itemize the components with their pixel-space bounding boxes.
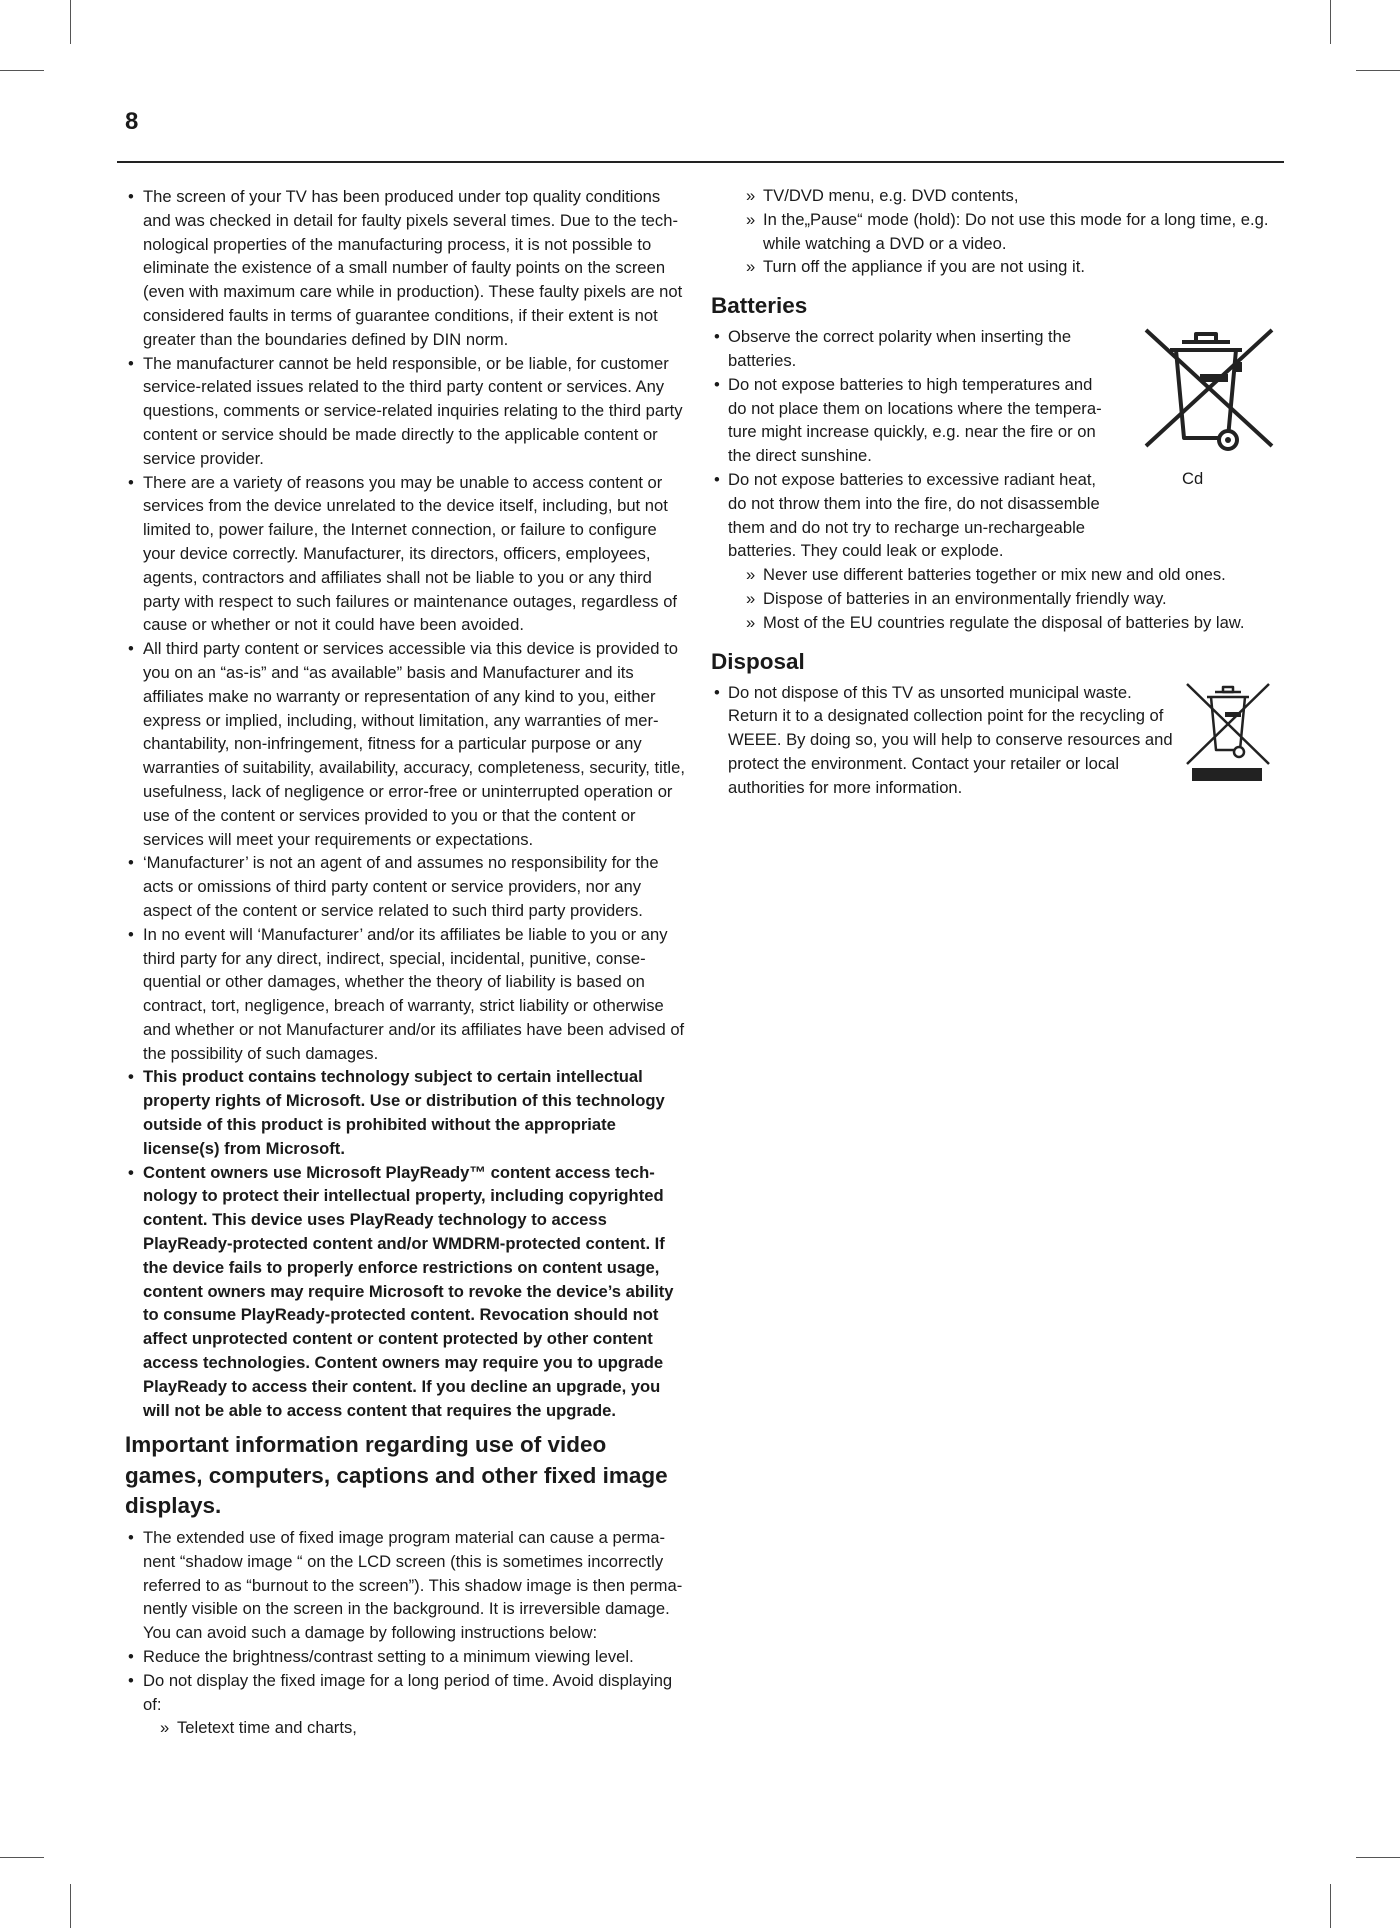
fixed-image-sublist-continued: [711, 184, 1276, 279]
crossed-out-wheelie-bin-icon: [1138, 328, 1276, 470]
header-rule: [117, 161, 1284, 163]
list-item: • All third party content or services accessible via this device is provided to you on an “as-is” and “as available” basis and Manufacturer and its affiliates make no warranty or representation of any kind to you, either express or implied, including, without limitation, any warranties of merchantability, non-infringement, fitness for a particular purpose or any warranties of suitability, availability, accuracy, completeness, security, title, usefulness, lack of negligence or error-free or uninterrupted operation or use of the content or services provided to you or that the content or services will meet your requirements or expectations.: [125, 637, 685, 851]
list-item: • Reduce the brightness/contrast setting to a minimum viewing level.: [125, 1645, 685, 1669]
list-item: • The screen of your TV has been produced under top quality conditions and was checked in detail for faulty pixels several times. Due to the technological properties of the manufacturing process, it is not possible to eliminate the existence of a small number of faulty points on the screen (even with maximum care while in production). These faulty pixels are not considered faults in terms of guarantee conditions, if their extent is not greater than the boundaries defined by DIN norm.: [125, 185, 685, 352]
sub-list-item: » Dispose of batteries in an environmentally friendly way.: [711, 587, 1276, 611]
page-number: 8: [125, 108, 139, 135]
list-item: • This product contains technology subject to certain intellectual property rights of Microsoft. Use or distribution of this technology outside of this product is prohibited without the appropriate license(s) from Microsoft.: [125, 1065, 685, 1160]
list-item: • ‘Manufacturer’ is not an agent of and assumes no responsibility for the acts or omissions of third party content or service providers, nor any aspect of the content or service related to such third party providers.: [125, 851, 685, 922]
list-item: • There are a variety of reasons you may be unable to access content or services from the device unrelated to the device itself, including, but not limited to, power failure, the Internet connection, or failure to configure your device correctly. Manufacturer, its directors, officers, employees, agents, contractors and affiliates shall not be liable to you or any third party with respect to such failures or maintenance outages, regardless of cause or whether or not it could have been avoided.: [125, 471, 685, 638]
list-item: • In no event will ‘Manufacturer’ and/or its affiliates be liable to you or any third party for any direct, indirect, special, incidental, punitive, consequential or other damages, whether the theory of liability is based on contract, tort, negligence, breach of warranty, strict liability or otherwise and whether or not Manufacturer and/or its affiliates have been advised of the possibility of such damages.: [125, 923, 685, 1066]
sub-list-item: » Never use different batteries together or mix new and old ones.: [711, 563, 1276, 587]
sub-list-item: » Teletext time and charts,: [125, 1716, 685, 1740]
list-item: • Do not expose batteries to high temperatures and do not place them on locations where the temperature might increase quickly, e.g. near the fire or on the direct sunshine.: [711, 373, 1113, 468]
batteries-sublist: [711, 563, 1276, 634]
sub-list-item: » Most of the EU countries regulate the disposal of batteries by law.: [711, 611, 1276, 635]
list-item: • The extended use of fixed image program material can cause a permanent “shadow image “ on the LCD screen (this is sometimes incorrectly referred to as “burnout to the screen”). This shadow image is then permanently visible on the screen in the background. It is irreversible damage. You can avoid such a damage by following instructions below:: [125, 1526, 685, 1645]
list-item: • Do not expose batteries to excessive radiant heat, do not throw them into the fire, do not disassemble them and do not try to recharge un-rechargeable batteries. They could leak or explode.: [711, 468, 1118, 563]
section-heading-disposal: Disposal: [711, 648, 805, 674]
section-heading-fixed-image: Important information regarding use of video games, computers, captions and other fixed image displays.: [125, 1432, 668, 1519]
section-heading-batteries: Batteries: [711, 293, 808, 319]
left-column: [125, 185, 685, 1740]
fixed-image-sublist: [125, 1716, 685, 1740]
list-item: • Observe the correct polarity when inserting the batteries.: [711, 325, 1113, 373]
fixed-image-list: [125, 1526, 685, 1716]
sub-list-item: » In the„Pause“ mode (hold): Do not use this mode for a long time, e.g. while watching a DVD or a video.: [711, 208, 1276, 256]
list-item: • Do not display the fixed image for a long period of time. Avoid displaying of:: [125, 1669, 685, 1717]
list-item: • Content owners use Microsoft PlayReady™ content access technology to protect their intellectual property, including copyrighted content. This device uses PlayReady technology to access PlayReady-protected content and/or WMDRM-protected content. If the device fails to properly enforce restrictions on content usage, content owners may require Microsoft to revoke the device’s ability to consume PlayReady-protected content. Revocation should not affect unprotected content or content protected by other content access technologies. Content owners may require you to upgrade PlayReady to access their content. If you decline an upgrade, you will not be able to access content that requires the upgrade.: [125, 1161, 685, 1423]
notice-list: [125, 185, 685, 1422]
sub-list-item: » TV/DVD menu, e.g. DVD contents,: [711, 184, 1276, 208]
cd-label: Cd: [1182, 469, 1204, 488]
list-item: • Do not dispose of this TV as unsorted municipal waste. Return it to a designated collection point for the recycling of WEEE. By doing so, you will help to conserve resources and protect the environment. Contact your retailer or local authorities for more information.: [711, 681, 1183, 800]
sub-list-item: » Turn off the appliance if you are not using it.: [711, 255, 1276, 279]
list-item: • The manufacturer cannot be held responsible, or be liable, for customer service-related issues related to the third party content or services. Any questions, comments or service-related inquiries relating to the third party content or service should be made directly to the applicable content or service provider.: [125, 352, 685, 471]
weee-bin-icon: [1183, 682, 1273, 782]
